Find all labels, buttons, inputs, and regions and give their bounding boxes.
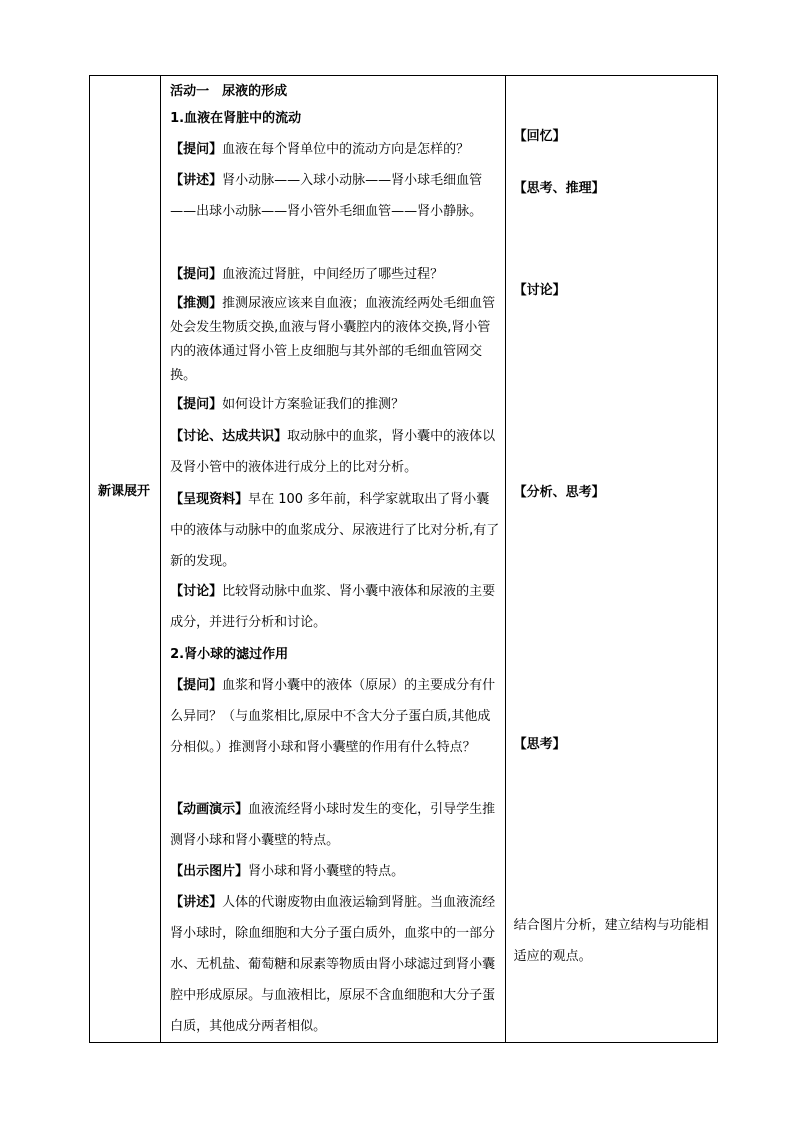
text: 比较肾动脉中血浆、肾小囊中液体和尿液的主要成分，并进行分析和讨论。 [170, 584, 496, 630]
think-reason-label: 【思考、推理】 [513, 181, 605, 196]
conclusion-text: 结合图片分析，建立结构与功能相适应的观点。 [513, 918, 709, 964]
tag: 【提问】 [170, 678, 223, 693]
text: 推测尿液应该来自血液；血液流经两处毛细血管处会发生物质交换,血液与肾小囊腔内的液体交换,肾小管内的液体通过肾小管上皮细胞与其外部的毛细血管网交换。 [170, 296, 496, 383]
lesson-table [89, 75, 718, 1043]
tag: 【提问】 [170, 267, 223, 282]
text: 血液流过肾脏，中间经历了哪些过程？ [222, 267, 444, 282]
tag: 【出示图片】 [170, 864, 249, 879]
stage-label: 新课展开 [98, 484, 151, 499]
section1-title: 1.血液在肾脏中的流动 [170, 111, 302, 126]
tag: 【呈现资料】 [170, 492, 249, 507]
materials [170, 484, 502, 577]
recall-label: 【回忆】 [513, 129, 566, 144]
lecture-1 [170, 165, 502, 227]
tag: 【讲述】 [170, 173, 223, 188]
lecture-2 [170, 887, 502, 1042]
tag: 【提问】 [170, 142, 223, 157]
question-1 [170, 134, 502, 165]
discussion [170, 576, 502, 638]
think-label: 【思考】 [513, 737, 566, 752]
tag: 【推测】 [170, 296, 223, 311]
tag: 【讨论、达成共识】 [170, 429, 288, 444]
inference [170, 292, 502, 388]
question-4 [170, 670, 502, 763]
text: 人体的代谢废物由血液运输到肾脏。当血液流经肾小球时，除血细胞和大分子蛋白质外，血浆中的一部分水、无机盐、葡萄糖和尿素等物质由肾小球滤过到肾小囊腔中形成原尿。与血液相比，原尿不含血细胞和大分子蛋白质，其他成分两者相似。 [170, 895, 496, 1034]
animation [170, 794, 502, 856]
question-2 [170, 259, 502, 290]
consensus [170, 421, 502, 483]
show-image [170, 856, 502, 887]
student-activity-cell [505, 76, 717, 1043]
text: 血浆和肾小囊中的液体（原尿）的主要成分有什么异同？（与血浆相比,原尿中不含大分子蛋白质,其他成分相似。）推测肾小球和肾小囊壁的作用有什么特点？ [170, 678, 496, 755]
tag: 【动画演示】 [170, 802, 249, 817]
tag: 【提问】 [170, 397, 223, 412]
activity-title: 活动一 尿液的形成 [170, 84, 288, 99]
tag: 【讨论】 [170, 584, 223, 599]
discuss-label: 【讨论】 [513, 283, 566, 298]
tag: 【讲述】 [170, 895, 223, 910]
text: 肾小动脉——入球小动脉——肾小球毛细血管——出球小动脉——肾小管外毛细血管——肾小静脉。 [170, 173, 483, 219]
question-3 [170, 389, 502, 420]
teacher-activity-cell [161, 76, 506, 1043]
stage-cell [90, 76, 161, 1043]
text: 早在 100 多年前，科学家就取出了肾小囊中的液体与动脉中的血浆成分、尿液进行了比对分析,有了新的发现。 [170, 492, 500, 569]
analyze-think-label: 【分析、思考】 [513, 485, 605, 500]
text: 血液在每个肾单位中的流动方向是怎样的？ [222, 142, 470, 157]
text: 取动脉中的血浆，肾小囊中的液体以及肾小管中的液体进行成分上的比对分析。 [170, 429, 496, 475]
section2-title: 2.肾小球的滤过作用 [170, 647, 289, 662]
text: 肾小球和肾小囊壁的特点。 [248, 864, 405, 879]
text: 血液流经肾小球时发生的变化，引导学生推测肾小球和肾小囊壁的特点。 [170, 802, 496, 848]
text: 如何设计方案验证我们的推测？ [222, 397, 405, 412]
